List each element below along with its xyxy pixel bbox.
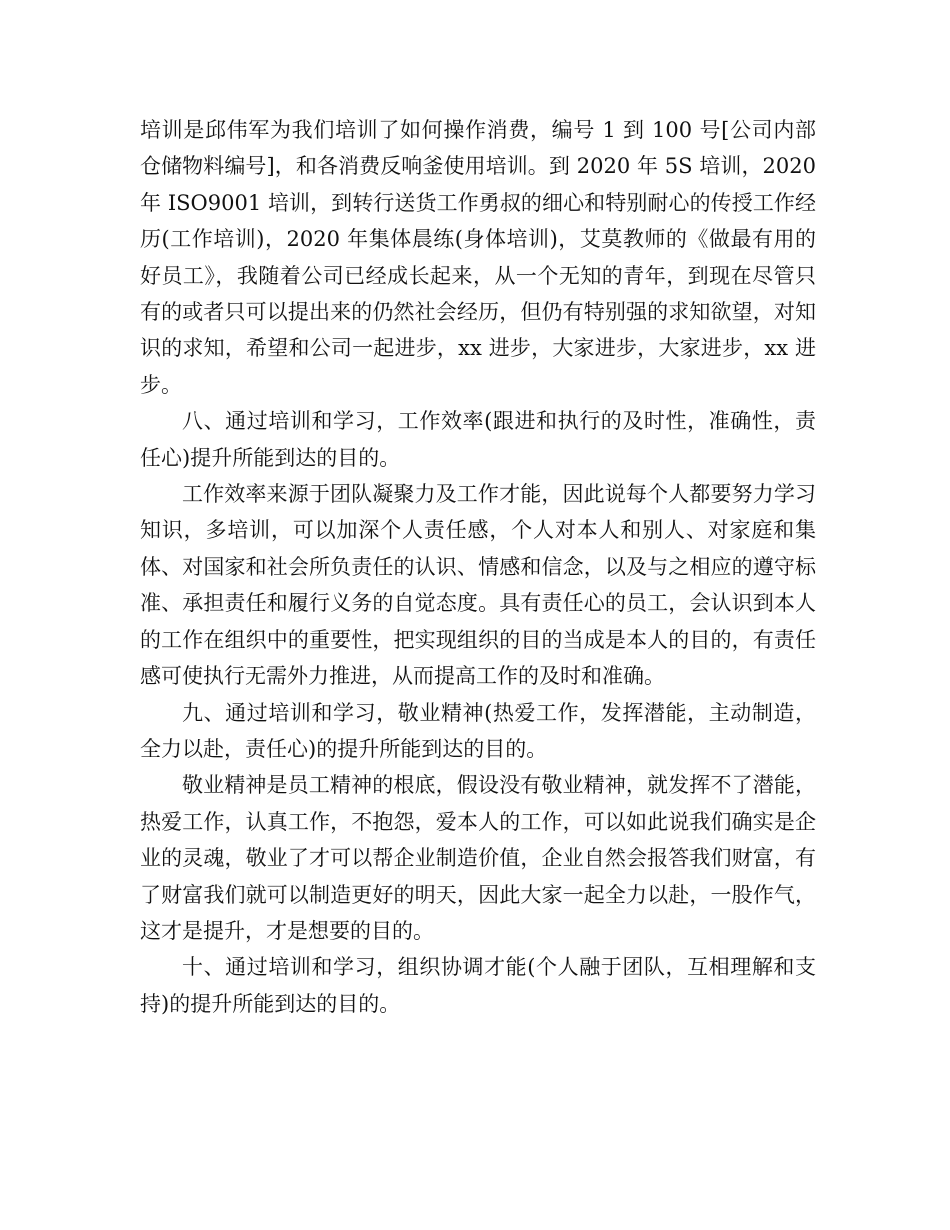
heading-section-9-dedication: 九、通过培训和学习，敬业精神(热爱工作，发挥潜能，主动制造，全力以赴，责任心)的提升所能到达的目的。 [140, 700, 816, 761]
paragraph-work-efficiency: 工作效率来源于团队凝聚力及工作才能，因此说每个人都要努力学习知识，多培训，可以加深个人责任感，个人对本人和别人、对家庭和集体、对国家和社会所负责任的认识、情感和信念，以及与之相应的遵守标准、承担责任和履行义务的自觉态度。具有责任心的员工，会认识到本人的工作在组织中的重要性，把实现组织的目的当成是本人的目的，有责任感可使执行无需外力推进，从而提高工作的及时和准确。 [140, 482, 816, 689]
document-body [140, 112, 816, 1022]
paragraph-dedication: 敬业精神是员工精神的根底，假设没有敬业精神，就发挥不了潜能，热爱工作，认真工作，不抱怨，爱本人的工作，可以如此说我们确实是企业的灵魂，敬业了才可以帮企业制造价值，企业自然会报答我们财富，有了财富我们就可以制造更好的明天，因此大家一起全力以赴，一股作气，这才是提升，才是想要的目的。 [140, 773, 816, 943]
heading-section-10-coordination: 十、通过培训和学习，组织协调才能(个人融于团队，互相理解和支持)的提升所能到达的目的。 [140, 955, 816, 1016]
paragraph-training-history: 培训是邱伟军为我们培训了如何操作消费，编号 1 到 100 号[公司内部仓储物料编号]，和各消费反响釜使用培训。到 2020 年 5S 培训，2020 年 ISO9001 培训，到转行送货工作勇叔的细心和特别耐心的传授工作经历(工作培训)，2020 年集体晨练(身体培训)，艾莫教师的《做最有用的好员工》，我随着公司已经成长起来，从一个无知的青年，到现在尽管只有的或者只可以提出来的仍然社会经历，但仍有特别强的求知欲望，对知识的求知，希望和公司一起进步，xx 进步，大家进步，大家进步，xx 进步。 [140, 118, 816, 397]
heading-section-8-work-efficiency: 八、通过培训和学习，工作效率(跟进和执行的及时性，准确性，责任心)提升所能到达的目的。 [140, 409, 816, 470]
